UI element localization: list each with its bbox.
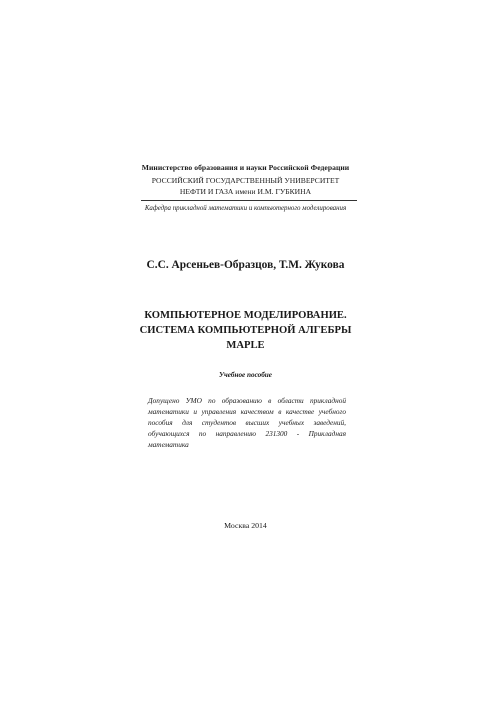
header-divider [141,200,357,201]
document-type: Учебное пособие [219,371,272,379]
title-line-2: СИСТЕМА КОМПЬЮТЕРНОЙ АЛГЕБРЫ [139,325,352,336]
ministry-name: Министерство образования и науки Российской Федерации [141,163,350,172]
title-line-1: КОМПЬЮТЕРНОЕ МОДЕЛИРОВАНИЕ. [144,310,347,321]
city-year: Москва 2014 [224,521,267,530]
book-title [0,308,491,353]
university-name [0,176,491,197]
university-line-2: НЕФТИ И ГАЗА имени И.М. ГУБКИНА [179,186,312,196]
authors: С.С. Арсеньев-Образцов, Т.М. Жукова [146,259,345,271]
title-line-3: MAPLE [226,340,265,351]
university-line-1: РОССИЙСКИЙ ГОСУДАРСТВЕННЫЙ УНИВЕРСИТЕТ [151,176,340,185]
approval-statement: Допущено УМО по образованию в области прикладной математики и управления качеством в качестве учебного пособия для студентов высших учебных заведений, обучающихся по направлению 231300 - Прикладная математика [148,396,346,449]
department-name: Кафедра прикладной математики и компьютерного моделирования [144,205,347,212]
